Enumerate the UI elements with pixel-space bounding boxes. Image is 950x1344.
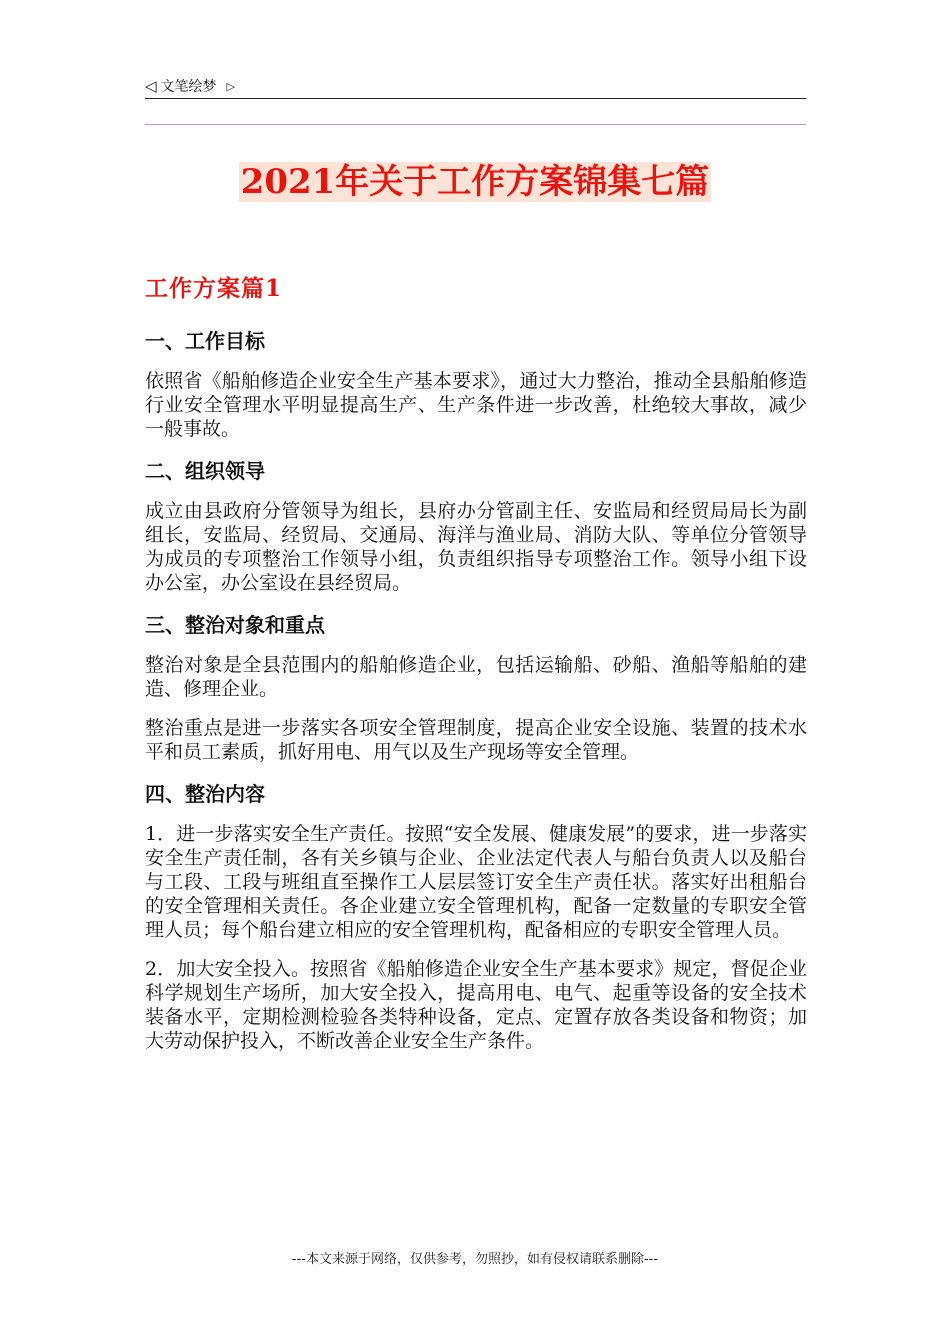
paragraph: 整治重点是进一步落实各项安全管理制度，提高企业安全设施、装置的技术水平和员工素质，抓好用电、用气以及生产现场等安全管理。 — [145, 717, 807, 763]
heading-organization: 二、组织领导 — [145, 459, 265, 483]
paragraph: 依照省《船舶修造企业安全生产基本要求》，通过大力整治，推动全县船舶修造行业安全管理水平明显提高生产、生产条件进一步改善，杜绝较大事故，减少一般事故。 — [145, 370, 807, 440]
heading-goals: 一、工作目标 — [145, 329, 265, 353]
paragraph: 1．进一步落实安全生产责任。按照“安全发展、健康发展”的要求，进一步落实安全生产责任制，各有关乡镇与企业、企业法定代表人与船台负责人以及船台与工段、工段与班组直至操作工人层层签订安全生产责任状。落实好出租船台的安全管理相关责任。各企业建立安全管理机构，配备一定数量的专职安全管理人员；每个船台建立相应的安全管理机构，配备相应的专职安全管理人员。 — [145, 823, 807, 941]
document-footer: ---本文来源于网络，仅供参考，勿照抄，如有侵权请联系删除--- — [291, 1252, 659, 1267]
paragraph: 成立由县政府分管领导为组长，县府办分管副主任、安监局和经贸局局长为副组长，安监局、经贸局、交通局、海洋与渔业局、消防大队、等单位分管领导为成员的专项整治工作领导小组，负责组织指导专项整治工作。领导小组下设办公室，办公室设在县经贸局。 — [145, 500, 807, 594]
document-title-text: 2021年关于工作方案锦集七篇 — [240, 162, 710, 202]
header-divider — [145, 98, 806, 99]
brand-label: 文笔绘梦 — [160, 79, 217, 95]
paragraph: 整治对象是全县范围内的船舶修造企业，包括运输船、砂船、渔船等船舶的建造、修理企业。 — [145, 654, 807, 700]
header-accent-divider — [145, 124, 806, 125]
document-header — [145, 76, 806, 96]
section-title: 工作方案篇1 — [145, 275, 283, 302]
triangle-right-icon: ▷ — [226, 79, 236, 93]
paragraph: 2．加大安全投入。按照省《船舶修造企业安全生产基本要求》规定，督促企业科学规划生产场所，加大安全投入，提高用电、电气、起重等设备的安全技术装备水平，定期检测检验各类特种设备，定点、定置存放各类设备和物资；加大劳动保护投入，不断改善企业安全生产条件。 — [145, 958, 807, 1052]
document-body — [145, 326, 807, 1068]
triangle-left-icon: ◁ — [145, 77, 157, 95]
document-title — [0, 154, 950, 203]
heading-content: 四、整治内容 — [145, 782, 265, 806]
heading-targets: 三、整治对象和重点 — [145, 613, 325, 637]
